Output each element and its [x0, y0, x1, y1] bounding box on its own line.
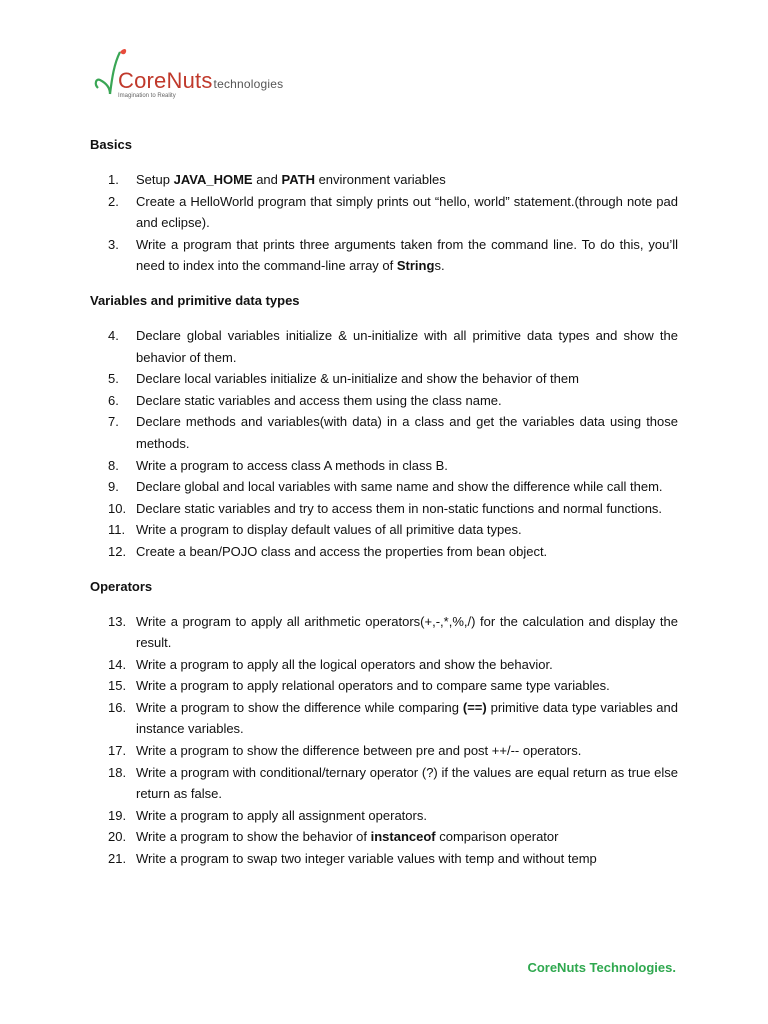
exercise-item [90, 611, 678, 654]
exercise-text: Create a HelloWorld program that simply prints out “hello, world” statement.(through note pad and eclipse). [136, 193, 678, 231]
exercise-number: 2. [108, 193, 119, 209]
exercise-item [90, 697, 678, 740]
exercise-text: Write a program to show the difference between pre and post ++/-- operators. [136, 743, 582, 759]
exercise-number: 1. [108, 172, 119, 187]
exercise-number: 15. [108, 678, 127, 694]
exercise-text: Write a program to apply relational operators and to compare same type variables. [136, 678, 610, 694]
footer-company-name: CoreNuts Technologies. [527, 960, 676, 975]
exercise-text: Declare global variables initialize & un-initialize with all primitive data types and show the behavior of them. [136, 327, 678, 365]
exercise-item [90, 675, 678, 697]
exercise-number: 21. [108, 851, 127, 867]
exercise-item [90, 848, 678, 870]
section-heading: Operators [90, 578, 153, 594]
exercise-item [90, 390, 678, 412]
exercise-text: Write a program to show the difference while comparing [136, 699, 463, 715]
exercise-number: 4. [108, 327, 119, 343]
exercise-text: Declare methods and variables(with data) in a class and get the variables data using those methods. [136, 414, 678, 451]
logo-suffix: technologies [213, 77, 284, 91]
exercise-number: 10. [108, 500, 127, 516]
exercise-item [90, 368, 678, 390]
exercise-number: 19. [108, 807, 127, 823]
logo-brand-text [118, 70, 283, 95]
exercise-item [90, 519, 678, 541]
exercise-text: Write a program to display default values of all primitive data types. [136, 522, 522, 538]
document-body [90, 135, 678, 884]
exercise-text: Write a program to apply all arithmetic operators(+,-,*,%,/) for the calculation and display the result. [136, 613, 678, 651]
exercise-text: Write a program to swap two integer variable values with temp and without temp [136, 851, 597, 867]
exercise-number: 9. [108, 479, 119, 495]
exercise-text: Declare static variables and access them using the class name. [136, 392, 502, 408]
exercise-number: 3. [108, 236, 119, 252]
exercise-text: Create a bean/POJO class and access the properties from bean object. [136, 543, 548, 559]
exercise-text: Write a program to access class A methods in class B. [136, 457, 448, 473]
exercise-item [90, 498, 678, 520]
exercise-item [90, 762, 678, 805]
exercise-text: s. [434, 258, 445, 274]
exercise-number: 7. [108, 414, 119, 430]
exercise-text: primitive data type variables and instance variables. [136, 699, 678, 737]
exercise-bold-term: JAVA_HOME [173, 172, 253, 187]
exercise-number: 13. [108, 613, 127, 629]
exercise-item [90, 826, 678, 848]
exercise-text: environment variables [314, 172, 446, 187]
exercise-item [90, 191, 678, 234]
exercise-text: Setup [136, 172, 174, 187]
exercise-text: Write a program with conditional/ternary operator (?) if the values are equal return as true else return as false. [136, 764, 678, 802]
exercise-bold-term: PATH [281, 172, 315, 187]
exercise-text: Declare static variables and try to access them in non-static functions and normal functions. [136, 500, 663, 516]
exercise-item [90, 325, 678, 368]
exercise-list [90, 325, 678, 563]
exercise-item [90, 541, 678, 563]
exercise-item [90, 805, 678, 827]
exercise-number: 6. [108, 392, 119, 408]
exercise-text: Declare local variables initialize & un-initialize and show the behavior of them [136, 371, 579, 387]
section-heading: Variables and primitive data types [90, 292, 300, 308]
exercise-bold-term: String [396, 258, 435, 274]
exercise-item [90, 411, 678, 454]
exercise-number: 12. [108, 543, 127, 559]
exercise-list [90, 611, 678, 870]
logo-tagline: Imagination to Reality [118, 93, 176, 99]
exercise-item [90, 654, 678, 676]
exercise-text: and [252, 172, 282, 187]
exercise-text: Write a program to apply all assignment operators. [136, 807, 427, 823]
exercise-text: Declare global and local variables with same name and show the difference while call them. [136, 479, 663, 495]
exercise-item [90, 740, 678, 762]
logo-brand: CoreNuts [118, 68, 213, 93]
exercise-item [90, 476, 678, 498]
company-logo [90, 44, 290, 104]
exercise-number: 17. [108, 743, 127, 759]
exercise-number: 11. [108, 522, 126, 538]
exercise-number: 20. [108, 829, 127, 845]
exercise-text: Write a program to apply all the logical operators and show the behavior. [136, 656, 553, 672]
exercise-number: 5. [108, 371, 119, 387]
exercise-number: 18. [108, 764, 127, 780]
exercise-number: 16. [108, 699, 127, 715]
exercise-text: Write a program that prints three arguments taken from the command line. To do this, you’ll need to index into the command-line array of [136, 236, 678, 274]
exercise-text: Write a program to show the behavior of [136, 829, 371, 845]
exercise-item [90, 169, 678, 191]
exercise-bold-term: (==) [462, 699, 487, 715]
section-heading: Basics [90, 137, 132, 152]
exercise-number: 14. [108, 656, 127, 672]
exercise-item [90, 455, 678, 477]
exercise-bold-term: instanceof [370, 829, 436, 845]
exercise-number: 8. [108, 457, 119, 473]
exercise-text: comparison operator [435, 829, 559, 845]
exercise-list [90, 169, 678, 277]
exercise-item [90, 234, 678, 277]
